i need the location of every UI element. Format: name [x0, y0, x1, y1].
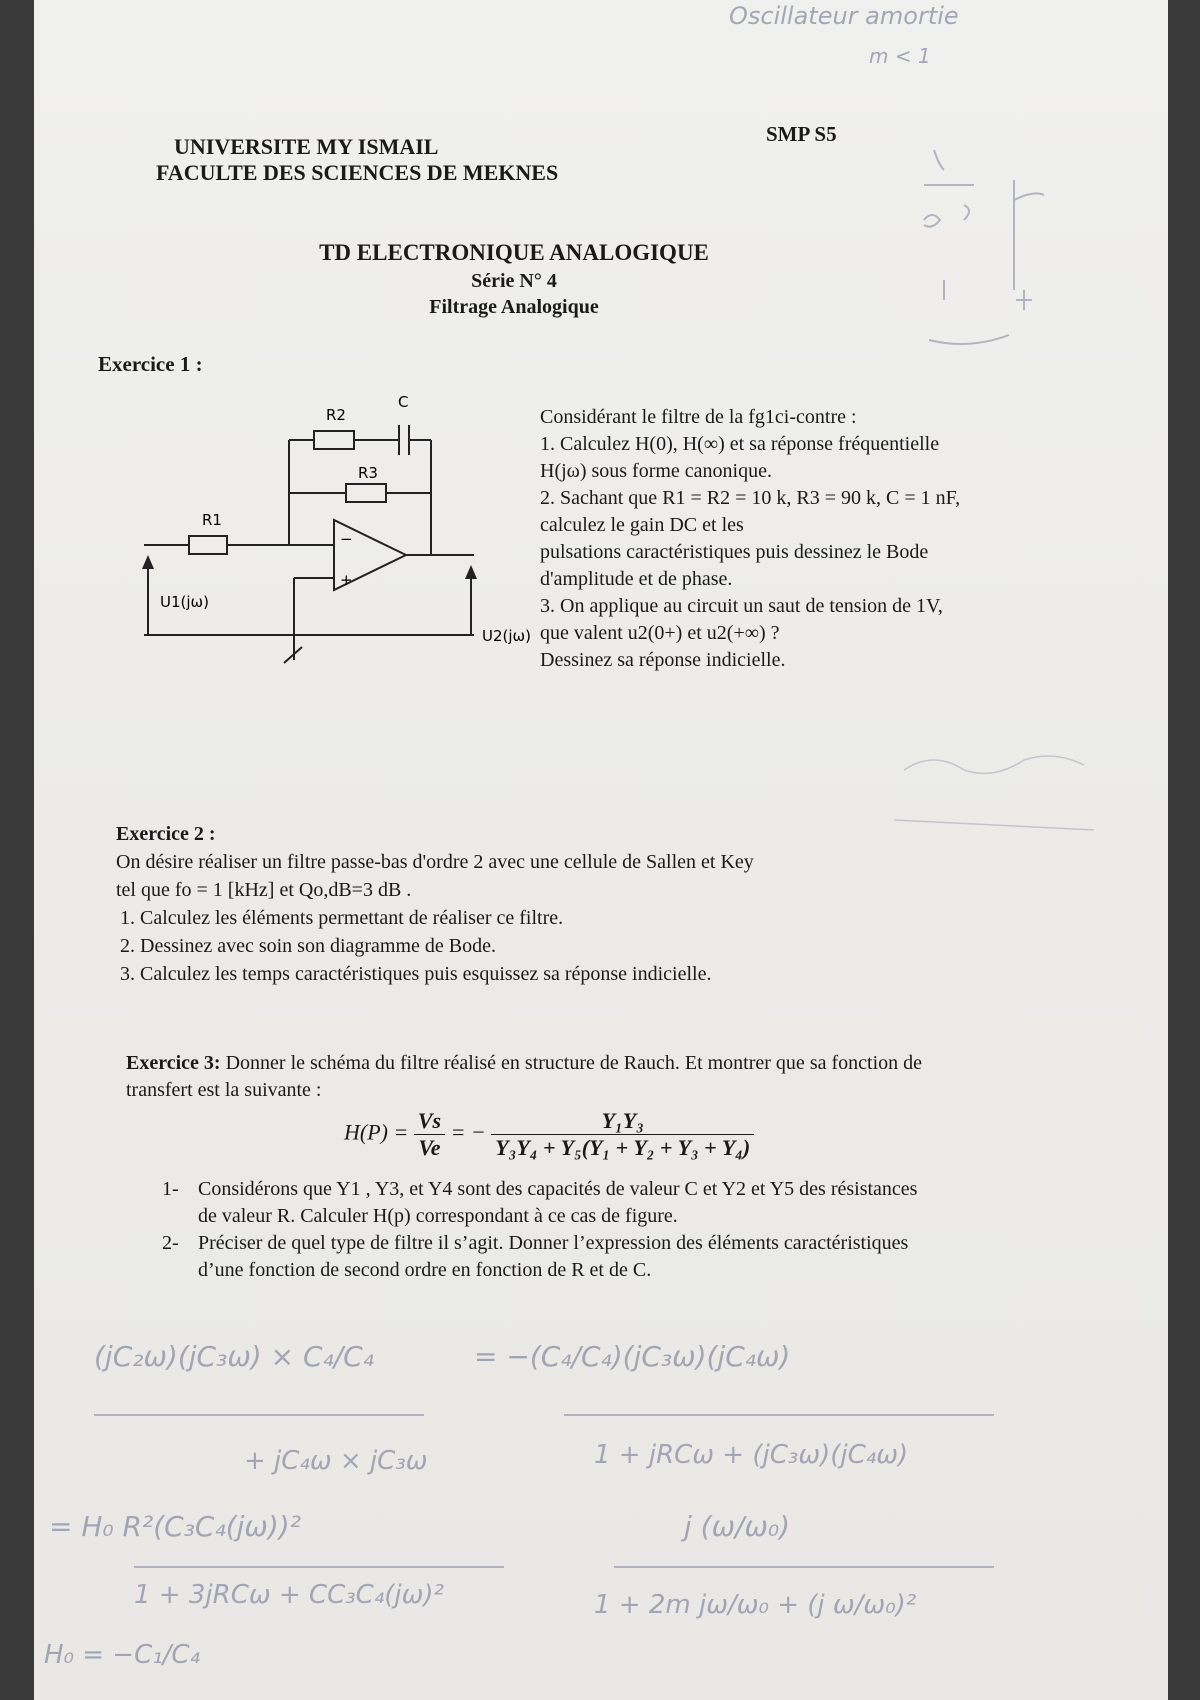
- exercise2-line2: tel que fo = 1 [kHz] et Qo,dB=3 dB .: [116, 879, 412, 901]
- exercise1-intro: Considérant le filtre de la fg1ci-contre :: [540, 406, 857, 428]
- exercise2-q2: 2. Dessinez avec soin son diagramme de Bode.: [120, 935, 497, 957]
- faculty-name: FACULTE DES SCIENCES DE MEKNES: [156, 160, 559, 185]
- page-title: TD ELECTRONIQUE ANALOGIQUE: [319, 240, 709, 265]
- exercise3-line1: Donner le schéma du filtre réalisé en structure de Rauch. Et montrer que sa fonction de: [220, 1052, 922, 1074]
- exercise3-q2: 2- Préciser de quel type de filtre il s’agit. Donner l’expression des éléments caractéristiques d’une fonction de second ordre en fonction de R et de C.: [162, 1232, 909, 1281]
- resistor-r3: [346, 484, 386, 502]
- exercise3-title: Exercice 3:: [126, 1052, 221, 1074]
- exercise2-title: Exercice 2 :: [116, 823, 216, 845]
- exercise1-q3a: 3. On applique au circuit un saut de tension de 1V,: [540, 595, 943, 617]
- label-u1: U1(jω): [160, 593, 209, 611]
- exercise3-questions: [162, 1176, 1122, 1284]
- university-name: UNIVERSITE MY ISMAIL: [174, 134, 439, 159]
- handwritten-line-e: H₀ = −C₁/C₄: [44, 1640, 200, 1670]
- formula-lhs: H(P) =: [344, 1119, 409, 1145]
- formula-denominator: Y₃Y₄ + Y₅(Y₁ + Y₂ + Y₃ + Y₄): [495, 1135, 751, 1160]
- exercise2-q3: 3. Calculez les temps caractéristiques puis esquissez sa réponse indicielle.: [120, 963, 712, 985]
- formula-vs-ve: [414, 1108, 445, 1161]
- exercise1-q1b: H(jω) sous forme canonique.: [540, 460, 772, 482]
- class-label: SMP S5: [766, 122, 837, 146]
- subject-label: Filtrage Analogique: [429, 296, 599, 318]
- formula-vs: Vs: [414, 1108, 445, 1135]
- document-page: [34, 0, 1168, 1700]
- formula-eq: = −: [450, 1119, 486, 1145]
- exercise3-intro: [126, 1050, 1106, 1104]
- exercise3-q1: 1- Considérons que Y1 , Y3, et Y4 sont des capacités de valeur C et Y2 et Y5 des résistances de valeur R. Calculer H(p) correspondant à ce cas de figure.: [162, 1178, 918, 1227]
- exercise1-q3b: que valent u2(0+) et u2(+∞) ?: [540, 622, 780, 644]
- formula-ve: Ve: [418, 1135, 441, 1160]
- label-opamp-plus: +: [340, 571, 353, 589]
- exercise1-q3c: Dessinez sa réponse indicielle.: [540, 649, 786, 671]
- filter-circuit-diagram: [134, 385, 564, 725]
- handwritten-line-a2: = −(C₄/C₄)(jC₃ω)(jC₄ω): [474, 1340, 791, 1373]
- exercise1-q1a: 1. Calculez H(0), H(∞) et sa réponse fréquentielle: [540, 433, 940, 455]
- handwritten-line-c2: j (ω/ω₀): [684, 1510, 791, 1543]
- label-c: C: [398, 393, 409, 411]
- exercise1-q2b: calculez le gain DC et les: [540, 514, 744, 536]
- handwritten-note-m: m < 1: [869, 44, 931, 68]
- handwritten-line-d2: 1 + 2m jω/ω₀ + (j ω/ω₀)²: [594, 1590, 917, 1620]
- exercise1-q2d: d'amplitude et de phase.: [540, 568, 733, 590]
- handwritten-line-b2: 1 + jRCω + (jC₃ω)(jC₄ω): [594, 1440, 909, 1470]
- resistor-r1: [189, 536, 227, 554]
- handwritten-line-c1: = H₀ R²(C₃C₄(jω))²: [49, 1510, 301, 1543]
- handwritten-note-top: Oscillateur amortie: [729, 2, 959, 30]
- exercise1-text: [540, 404, 1060, 674]
- transfer-function-formula: [344, 1108, 754, 1161]
- handwritten-rule-1: [94, 1410, 994, 1420]
- series-label: Série N° 4: [471, 270, 557, 292]
- exercise3-line2: transfert est la suivante :: [126, 1079, 322, 1101]
- label-u2: U2(jω): [482, 627, 531, 645]
- exercise2-q1: 1. Calculez les éléments permettant de réaliser ce filtre.: [120, 907, 564, 929]
- label-r2: R2: [326, 406, 346, 424]
- exercise1-title: Exercice 1 :: [98, 352, 203, 376]
- exercise1-q2c: pulsations caractéristiques puis dessinez le Bode: [540, 541, 929, 563]
- exercise2-line1: On désire réaliser un filtre passe-bas d'ordre 2 avec une cellule de Sallen et Key: [116, 851, 754, 873]
- resistor-r2: [314, 431, 354, 449]
- handwritten-line-b1: + jC₄ω × jC₃ω: [244, 1446, 428, 1476]
- formula-numerator: Y₁Y₃: [491, 1108, 754, 1135]
- handwritten-line-d1: 1 + 3jRCω + CC₃C₄(jω)²: [134, 1580, 444, 1610]
- handwritten-line-a1: (jC₂ω)(jC₃ω) × C₄/C₄: [94, 1340, 374, 1373]
- label-r3: R3: [358, 464, 378, 482]
- exercise1-q2a: 2. Sachant que R1 = R2 = 10 k, R3 = 90 k, C = 1 nF,: [540, 487, 961, 509]
- formula-main-fraction: [491, 1108, 754, 1161]
- label-r1: R1: [202, 511, 222, 529]
- margin-scribbles: [904, 140, 1104, 370]
- handwritten-rule-2: [134, 1562, 994, 1572]
- label-opamp-minus: −: [340, 530, 353, 548]
- exercise2-block: [116, 820, 976, 988]
